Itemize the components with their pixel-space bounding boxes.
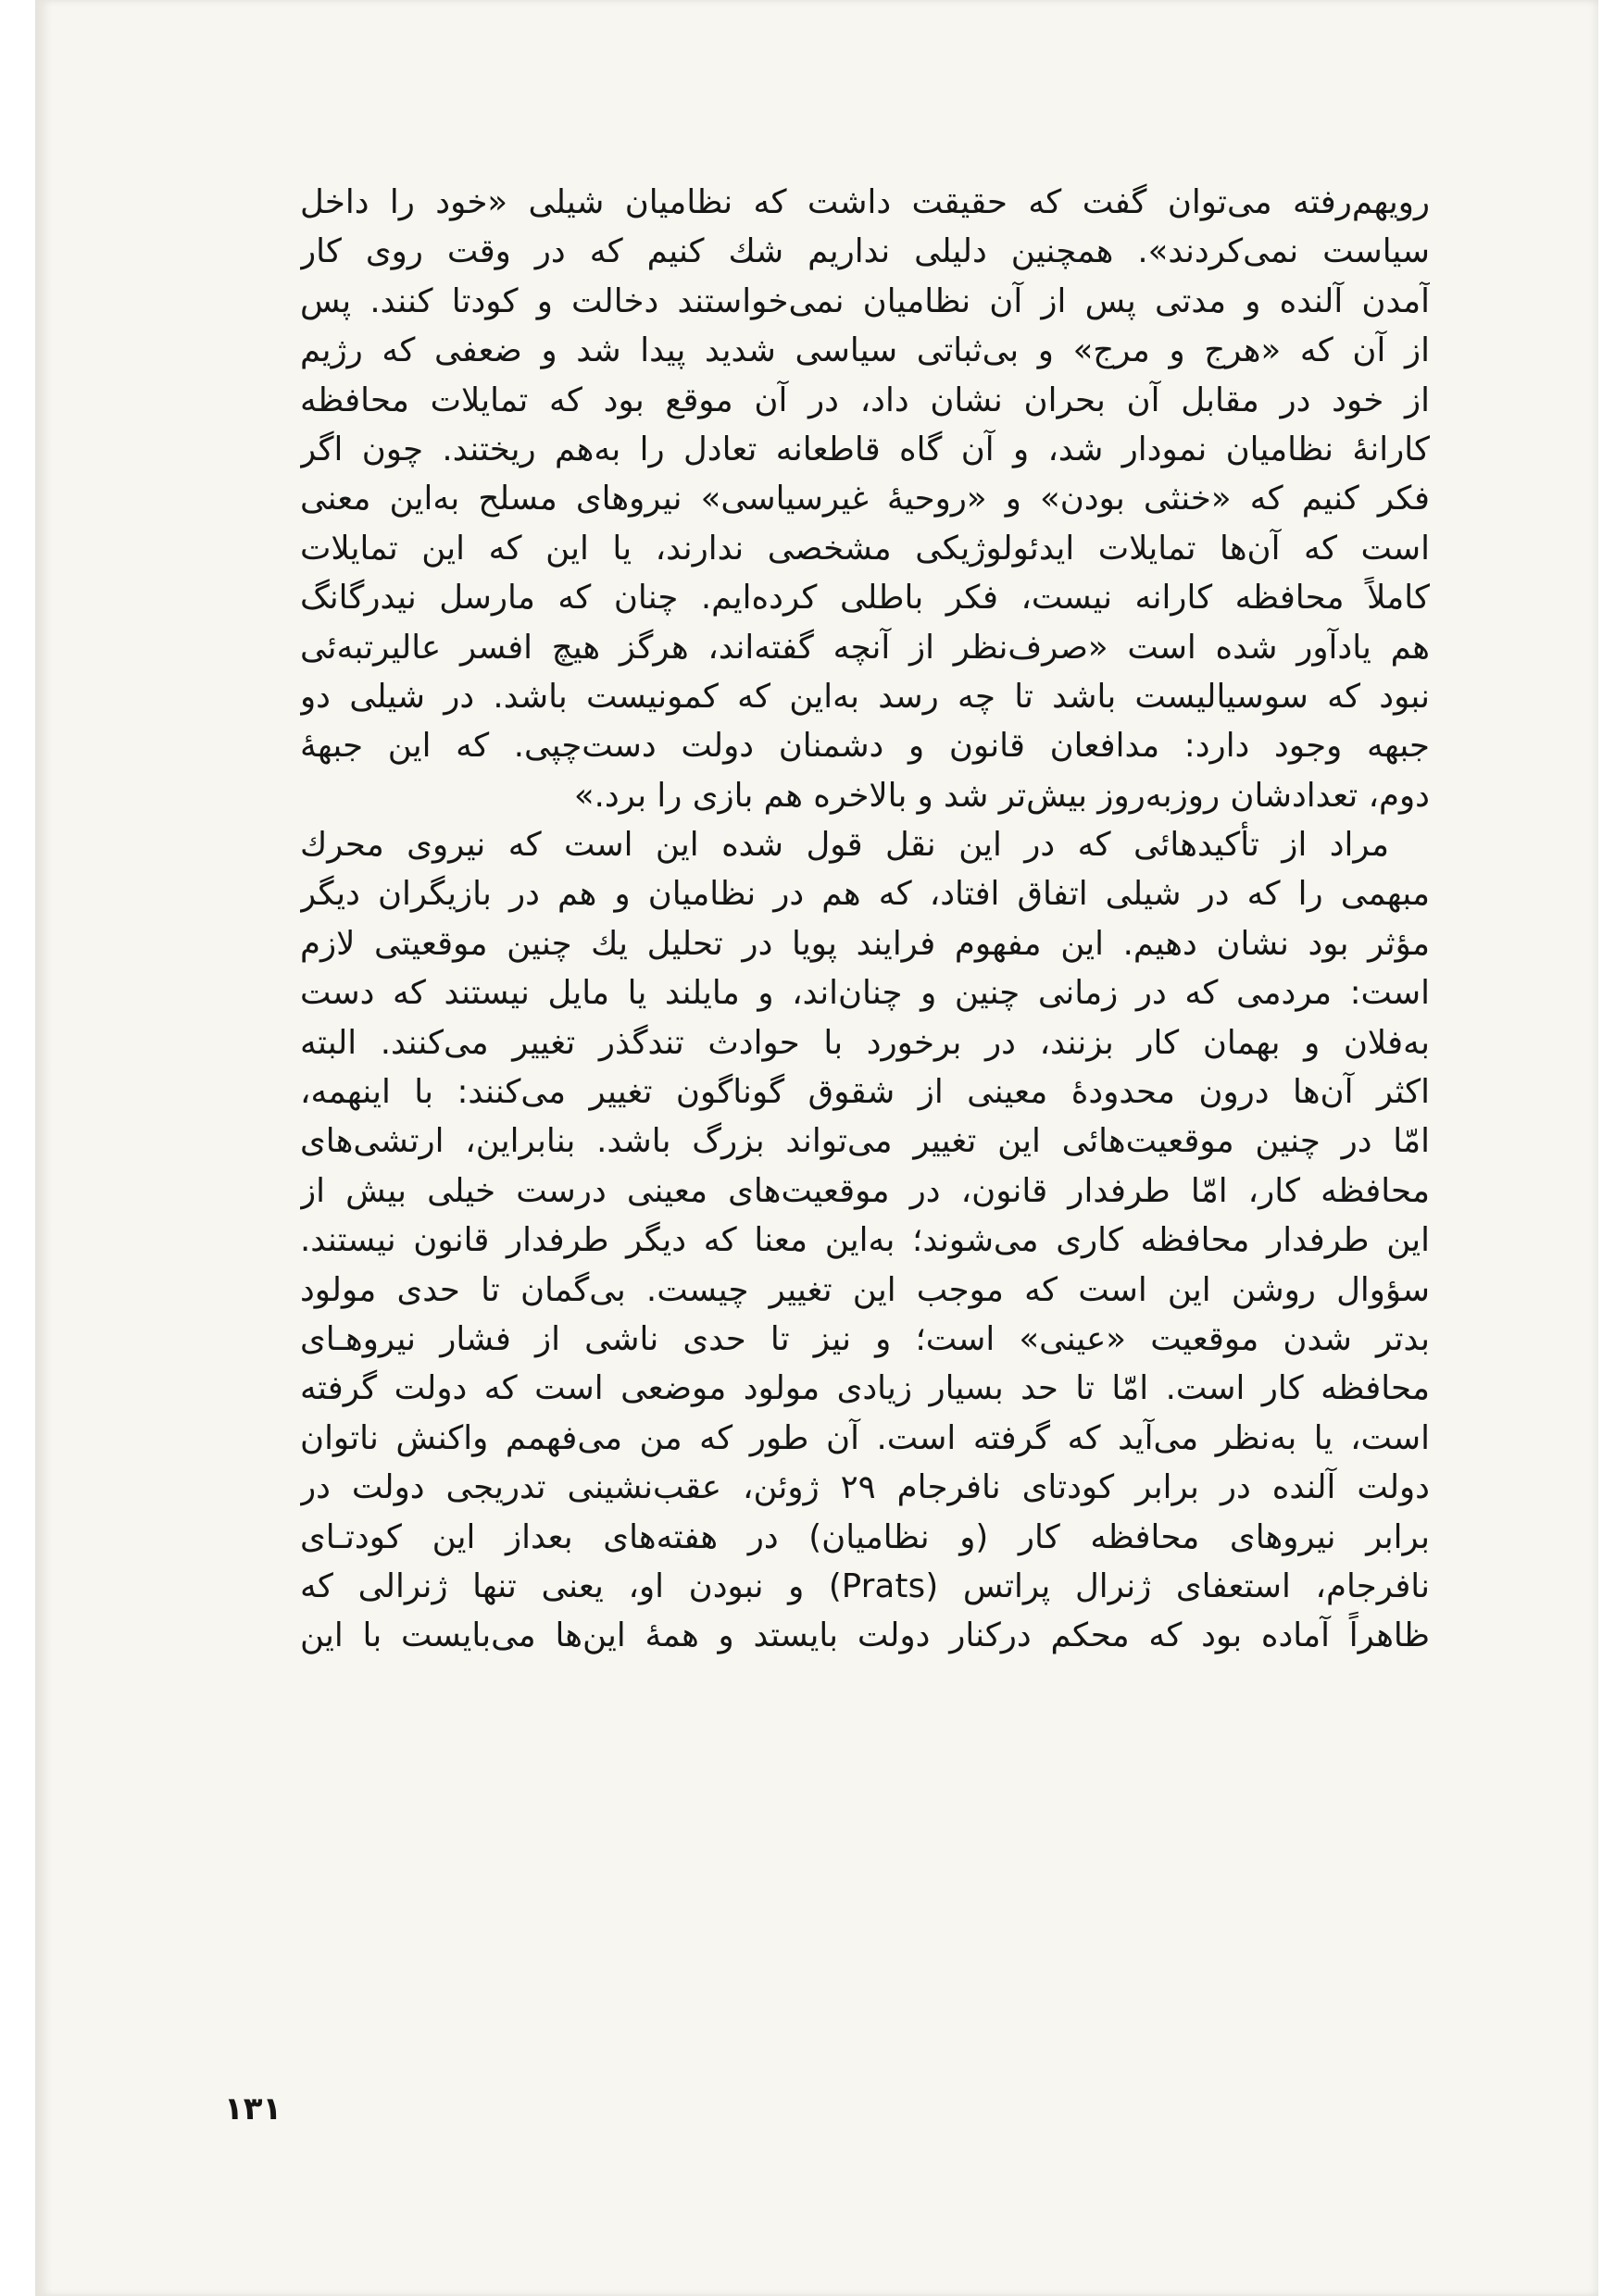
text-line: این طرفدار محافظه کاری می‌شوند؛ به‌این معنا که دیگر طرفدار قانون نیستند. (300, 1221, 1430, 1260)
text-line: امّا در چنین موقعیت‌هائی این تغییر می‌تواند بزرگ باشد. بنابراین، ارتشی‌های (300, 1122, 1430, 1161)
page-number: ۱۳۱ (224, 2090, 282, 2128)
text-line: جبهه وجود دارد: مدافعان قانون و دشمنان دولت دست‌چپی. که این جبههٔ (300, 727, 1430, 766)
text-line: است که آن‌ها تمایلات ایدئولوژیکی مشخصی ندارند، یا این که این تمایلات (300, 529, 1430, 568)
paragraph-2 (300, 820, 1430, 1661)
text-line: رویهم‌رفته می‌توان گفت که حقیقت داشت که نظامیان شیلی «خود را داخل (300, 183, 1430, 221)
text-line: است، یا به‌نظر می‌آید که گرفته است. آن طور که من می‌فهمم واکنش ناتوان (300, 1418, 1430, 1457)
text-line: کارانهٔ نظامیان نمودار شد، و آن گاه قاطعانه تعادل را به‌هم ریختند. چون اگر (300, 430, 1430, 468)
text-line: مبهمی را که در شیلی اتفاق افتاد، که هم در نظامیان و هم در بازیگران دیگر (300, 875, 1430, 914)
text-line: کاملاً محافظه کارانه نیست، فکر باطلی کرده‌ایم. چنان که مارسل نیدرگانگ (300, 579, 1430, 618)
text-line: از آن که «هرج و مرج» و بی‌ثباتی سیاسی شدید پیدا شد و ضعفی که رژیم (300, 331, 1430, 370)
text-line: هم یادآور شده است «صرف‌نظر از آنچه گفته‌اند، هرگز هیچ افسر عالیرتبه‌ئی (300, 628, 1430, 667)
text-line: اکثر آن‌ها درون محدودهٔ معینی از شقوق گوناگون تغییر می‌کنند: با اینهمه، (300, 1073, 1430, 1112)
text-line: محافظه کار، امّا طرفدار قانون، در موقعیت‌های معینی درست خیلی بیش از (300, 1171, 1430, 1210)
book-page (35, 0, 1598, 2296)
text-line: برابر نیروهای محافظه کار (و نظامیان) در هفته‌های بعداز این کودتـای (300, 1517, 1430, 1556)
text-line: محافظه کار است. امّا تا حد بسیار زیادی مولود موضعی است که دولت گرفته (300, 1369, 1430, 1408)
text-line: نافرجام، استعفای ژنرال پراتس (Prats) و نبودن او، یعنی تنها ژنرالی که (300, 1566, 1430, 1605)
text-line: مراد از تأکیدهائی که در این نقل قول شده این است که نیروی محرك (300, 826, 1389, 865)
text-line: است: مردمی که در زمانی چنین و چنان‌اند، و مایلند یا مایل نیستند که دست (300, 974, 1430, 1013)
text-line: ظاهراً آماده بود که محکم درکنار دولت بایستد و همهٔ این‌ها می‌بایست با این (300, 1616, 1430, 1655)
text-line: مؤثر بود نشان دهیم. این مفهوم فرایند پویا در تحلیل یك چنین موقعیتی لازم (300, 924, 1430, 963)
text-line: آمدن آلنده و مدتی پس از آن نظامیان نمی‌خواستند دخالت و کودتا کنند. پس (300, 281, 1430, 320)
text-line: سیاست نمی‌کردند». همچنین دلیلی نداریم شك کنیم که در وقت روی کار (300, 232, 1430, 271)
body-text (300, 178, 1430, 1661)
text-line: نبود که سوسیالیست باشد تا چه رسد به‌این که کمونیست باشد. در شیلی دو (300, 677, 1430, 716)
text-line: به‌فلان و بهمان کار بزنند، در برخورد با حوادث تندگذر تغییر می‌کنند. البته (300, 1023, 1430, 1062)
paragraph-1 (300, 178, 1430, 820)
text-line: دوم، تعدادشان روزبه‌روز بیش‌تر شد و بالاخره هم بازی را برد.» (573, 776, 1430, 815)
text-line: سؤوال روشن این است که موجب این تغییر چیست. بی‌گمان تا حدی مولود (300, 1270, 1430, 1309)
text-line: دولت آلنده در برابر کودتای نافرجام ۲۹ ژوئن، عقب‌نشینی تدریجی دولت در (300, 1468, 1430, 1507)
text-line: بدتر شدن موقعیت «عینی» است؛ و نیز تا حدی ناشی از فشار نیروهـای (300, 1319, 1430, 1358)
text-line: از خود در مقابل آن بحران نشان داد، در آن موقع بود که تمایلات محافظه (300, 381, 1430, 419)
text-line: فکر کنیم که «خنثی بودن» و «روحیهٔ غیرسیاسی» نیروهای مسلح به‌این معنی (300, 480, 1430, 518)
